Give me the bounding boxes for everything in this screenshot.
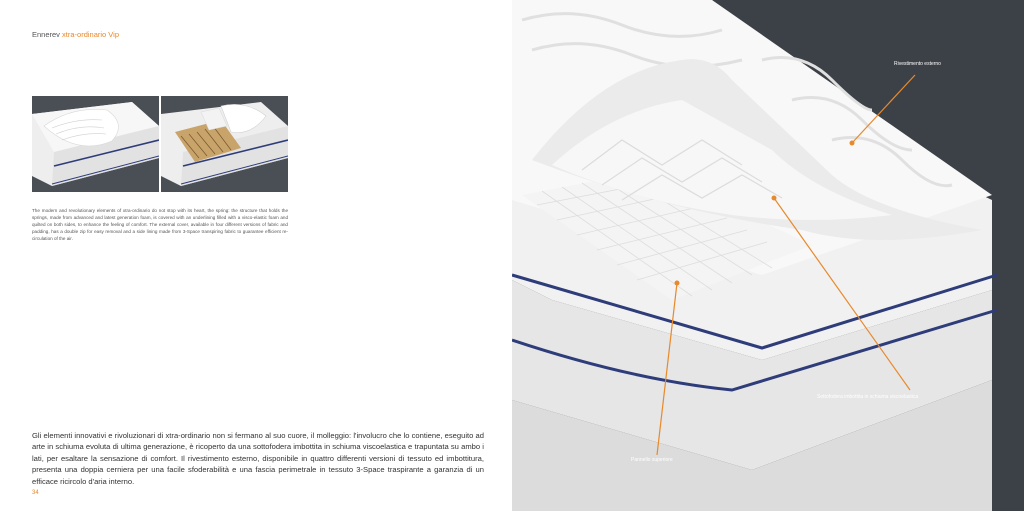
model-name: xtra-ordinario Vip [62,30,120,39]
brand-name: Ennerev [32,30,60,39]
body-text-italian: Gli elementi innovativi e rivoluzionari di xtra-ordinario non si fermano al suo cuore, il molleggio: l'involucro che lo contiene, eseguito ad arte in schiuma evoluta di ultima generazione, è ricoperto da una sottofodera imbottita in schiuma viscoelastica e trapuntata su ambo i lati, per esaltare la sensazione di comfort. Il rivestimento esterno, disponibile in quattro differenti versioni di tessuto ed imbottitura, presenta una doppia cerniera per una facile sfoderabilità e una fascia perimetrale in tessuto 3-Space traspirante a garanzia di un efficace ricircolo d'aria interno. [32,431,484,486]
page-number: 34 [32,490,39,496]
mattress-thumbnail-springs [161,96,288,192]
page-header [32,30,119,39]
mattress-cutaway-image [512,0,1024,511]
mattress-thumbnail-cover [32,96,159,192]
right-page-illustration [512,0,1024,511]
callout-external-cover: Rivestimento esterno [894,61,941,67]
callout-underlining: Sottofodera imbottita in schiuma viscoelastica [817,394,919,400]
callout-top-panel: Pannello superiore [631,457,673,463]
body-text-english: The modern and revolutionary elements of xtra-ordinario do not stop with its heart, the spring: the structure that holds the springs, made from advanced and latest generation foam, is covered with an underlining filled with a visco-elastic foam and quilted on both sides, to enhance the feeling of comfort. The external cover, available in four different versions of fabric and padding, has a double zip for easy removal and a side lining made from 3-Space transpiring fabric to guarantee efficient re-circulation of the air. [32,208,288,242]
